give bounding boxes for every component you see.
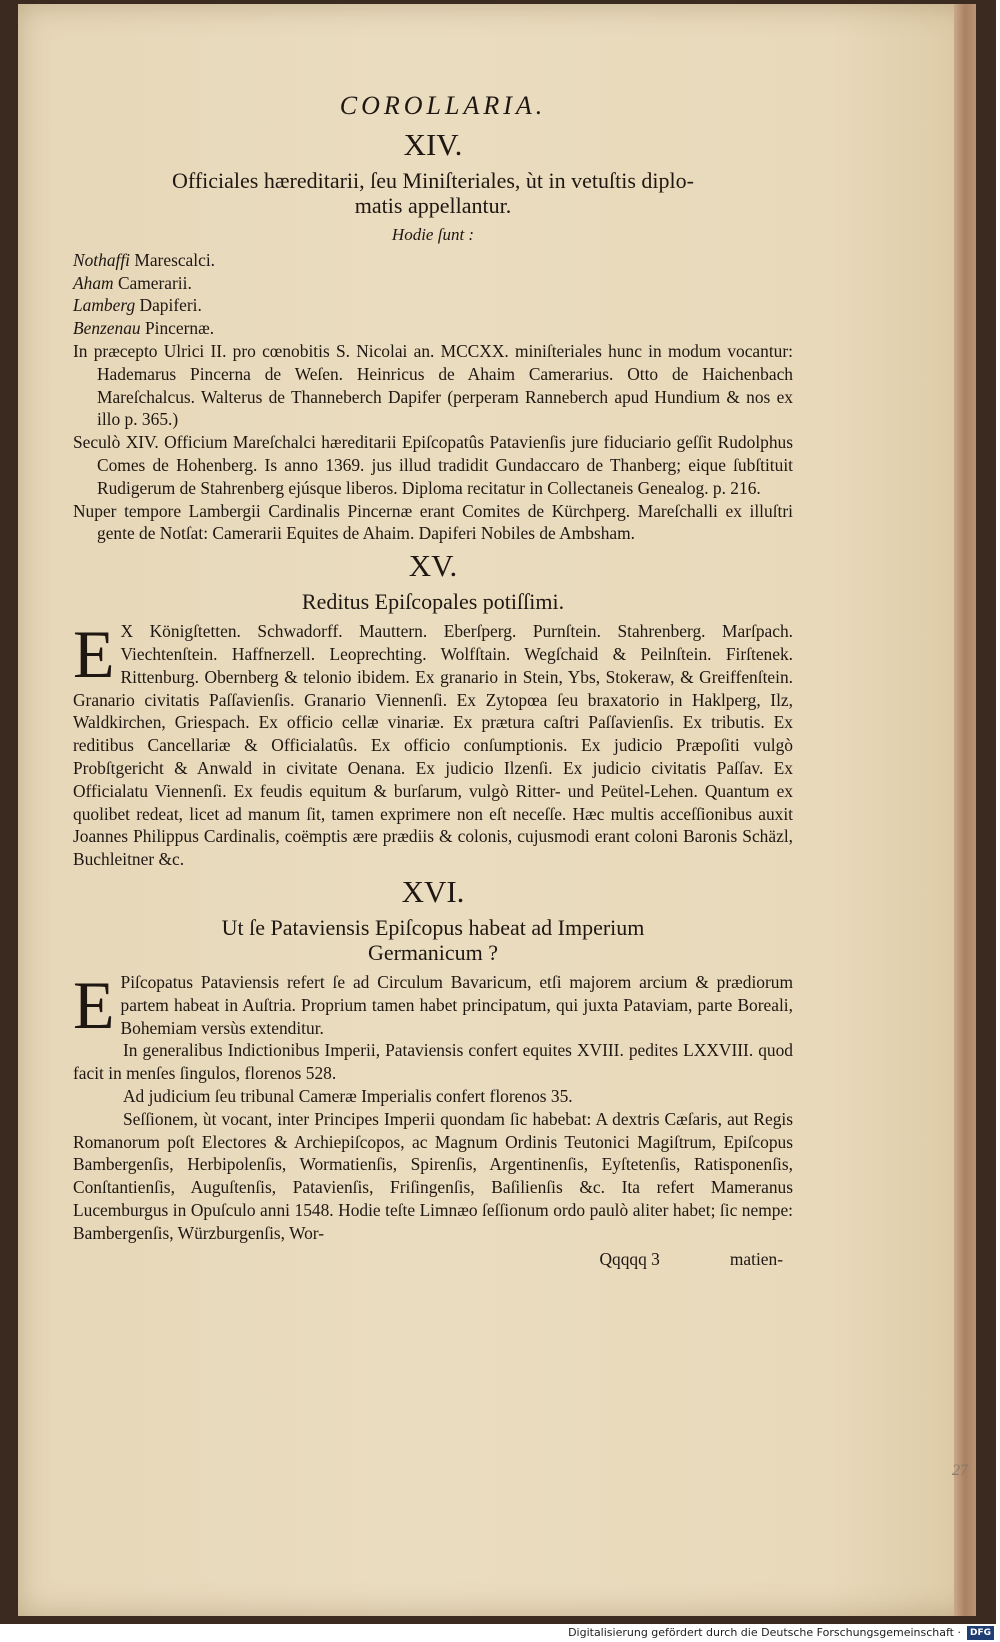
list-item xyxy=(73,249,793,272)
catchline xyxy=(73,1248,793,1271)
title-line: matis appellantur. xyxy=(354,193,512,218)
section-title-xiv xyxy=(73,168,793,218)
title-line: Germanicum ? xyxy=(367,939,499,965)
paragraph: In generalibus Indictionibus Imperii, Pataviensis confert equites XVIII. pedites LXXVIII. quod facit in menſes ſingulos, florenos 528. xyxy=(73,1040,793,1084)
signature-mark: Qqqqq 3 xyxy=(599,1249,660,1270)
catchword: matien- xyxy=(729,1249,783,1270)
paragraph: In præcepto Ulrici II. pro cœnobitis S. Nicolai an. MCCXX. miniſteriales hunc in modum vocantur: Hademarus Pincerna de Weſen. Heinricus de Ahaim Camerarius. Otto de Haichenbach Mareſchalcus. Walterus de Thanneberch Dapifer (perperam Ranneberch apud Hundium & nos ex illo p. 365.) xyxy=(73,340,793,430)
footer-bar xyxy=(0,1624,1000,1642)
title-line: Ut ſe Pataviensis Epiſcopus habeat ad Imperium xyxy=(221,914,645,940)
list-name: Aham xyxy=(73,272,114,293)
running-head: COROLLARIA. xyxy=(339,91,547,120)
paragraph: Seculò XIV. Officium Mareſchalci hæreditarii Epiſcopatûs Patavienſis jure fiduciario geſſit Rudolphus Comes de Hohenberg. Is anno 1369. jus illud tradidit Gundaccaro de Thanberg; eique ſubſtituit Rudigerum de Stahrenberg ejúsque liberos. Diploma recitatur in Collectaneis Genealog. p. 216. xyxy=(73,432,793,498)
page-text xyxy=(73,88,793,1271)
section-number-xvi: XVI. xyxy=(401,873,465,909)
book-page xyxy=(18,4,976,1616)
list-item xyxy=(73,272,793,295)
section-title-xvi xyxy=(73,915,793,965)
list-name: Benzenau xyxy=(73,318,141,339)
page-edge xyxy=(954,4,976,1616)
list-role: Marescalci. xyxy=(134,249,216,270)
paragraph-text: X Königſtetten. Schwadorff. Mauttern. Eberſperg. Purnſtein. Stahrenberg. Marſpach. Viechtenſtein. Haffnerzell. Leoprechting. Wolfſtain. Wegſchaid & Peilnſtein. Firſtenek. Rittenburg. Obernberg & telonio ibidem. Ex granario in Stein, Ybs, Stokeraw, & Greiffenſtein. Granario civitatis Paſſavienſis. Granario Viennenſi. Ex Zytopœa ſeu braxatorio in Haklperg, Ilz, Waldkirchen, Griespach. Ex officio cellæ vinariæ. Ex prætura caſtri Paſſavienſis. Ex tributis. Ex reditibus Cancellariæ & Officialatûs. Ex officio conſumptionis. Ex judicio Præpoſiti vulgò Probſtgericht & Anwald in civitate Oenana. Ex judicio Ilzenſi. Ex judicio civitatis Paſſav. Ex Officialatu Viennenſi. Ex feudis equitum & burſarum, vulgò Ritter- und Peütel-Lehen. Quantum ex quolibet redeat, licet ad manum ſit, tamen exprimere non eſt neceſſe. Hæc multis acceſſionibus auxit Joannes Philippus Cardinalis, coëmptis ære prædiis & colonis, cujusmodi erant coloni Baronis Schäzl, Buchleitner &c. xyxy=(73,621,793,870)
dfg-logo-icon: DFG xyxy=(967,1626,994,1640)
drop-cap: E xyxy=(73,616,115,693)
list-name: Nothaffi xyxy=(73,249,131,270)
footer-text: Digitalisierung gefördert durch die Deutsche Forschungsgemeinschaft · xyxy=(568,1626,961,1639)
paragraph-text: Piſcopatus Pataviensis refert ſe ad Circulum Bavaricum, etſi majorem arcium & prædiorum partem habeat in Auſtria. Proprium tamen habet principatum, qui juxta Pataviam, parte Boreali, Bohemiam versùs extenditur. xyxy=(120,971,793,1038)
title-line: Reditus Epiſcopales potiſſimi. xyxy=(301,589,565,615)
pencil-note: 27 xyxy=(952,1462,968,1479)
list-role: Dapiferi. xyxy=(139,295,202,316)
paragraph xyxy=(73,616,793,871)
section-number-xiv: XIV. xyxy=(403,127,463,162)
list-item xyxy=(73,294,793,317)
list-role: Pincernæ. xyxy=(144,318,215,339)
list-role: Camerarii. xyxy=(117,272,192,293)
list-item xyxy=(73,317,793,340)
title-line: Officiales hæreditarii, ſeu Miniſteriales, ùt in vetuſtis diplo- xyxy=(172,168,694,193)
list-name: Lamberg xyxy=(73,295,136,316)
drop-cap: E xyxy=(73,966,115,1043)
section-subtitle: Hodie ſunt : xyxy=(391,225,475,244)
paragraph: Ad judicium ſeu tribunal Cameræ Imperialis confert florenos 35. xyxy=(123,1085,573,1106)
section-title-xv xyxy=(73,589,793,614)
paragraph: Nuper tempore Lambergii Cardinalis Pincernæ erant Comites de Kürchperg. Mareſchalli ex illuſtri gente de Notſat: Camerarii Equites de Ahaim. Dapiferi Nobiles de Ambsham. xyxy=(73,500,793,544)
paragraph: Seſſionem, ùt vocant, inter Principes Imperii quondam ſic habebat: A dextris Cæſaris, aut Regis Romanorum poſt Electores & Archiepiſcopos, ac Magnum Ordinis Teutonici Magiſtrum, Epiſcopus Bambergenſis, Herbipolenſis, Wormatienſis, Spirenſis, Argentinenſis, Eyſtetenſis, Ratisponenſis, Conſtantienſis, Auguſtenſis, Patavienſis, Friſingenſis, Baſilienſis &c. Ita refert Mameranus Lucemburgus in Opuſculo anni 1548. Hodie teſte Limnæo ſeſſionum ordo paulò aliter habet; ſic nempe: Bambergenſis, Würzburgenſis, Wor- xyxy=(73,1108,793,1243)
paragraph xyxy=(73,966,793,1043)
section-number-xv: XV. xyxy=(408,548,458,584)
